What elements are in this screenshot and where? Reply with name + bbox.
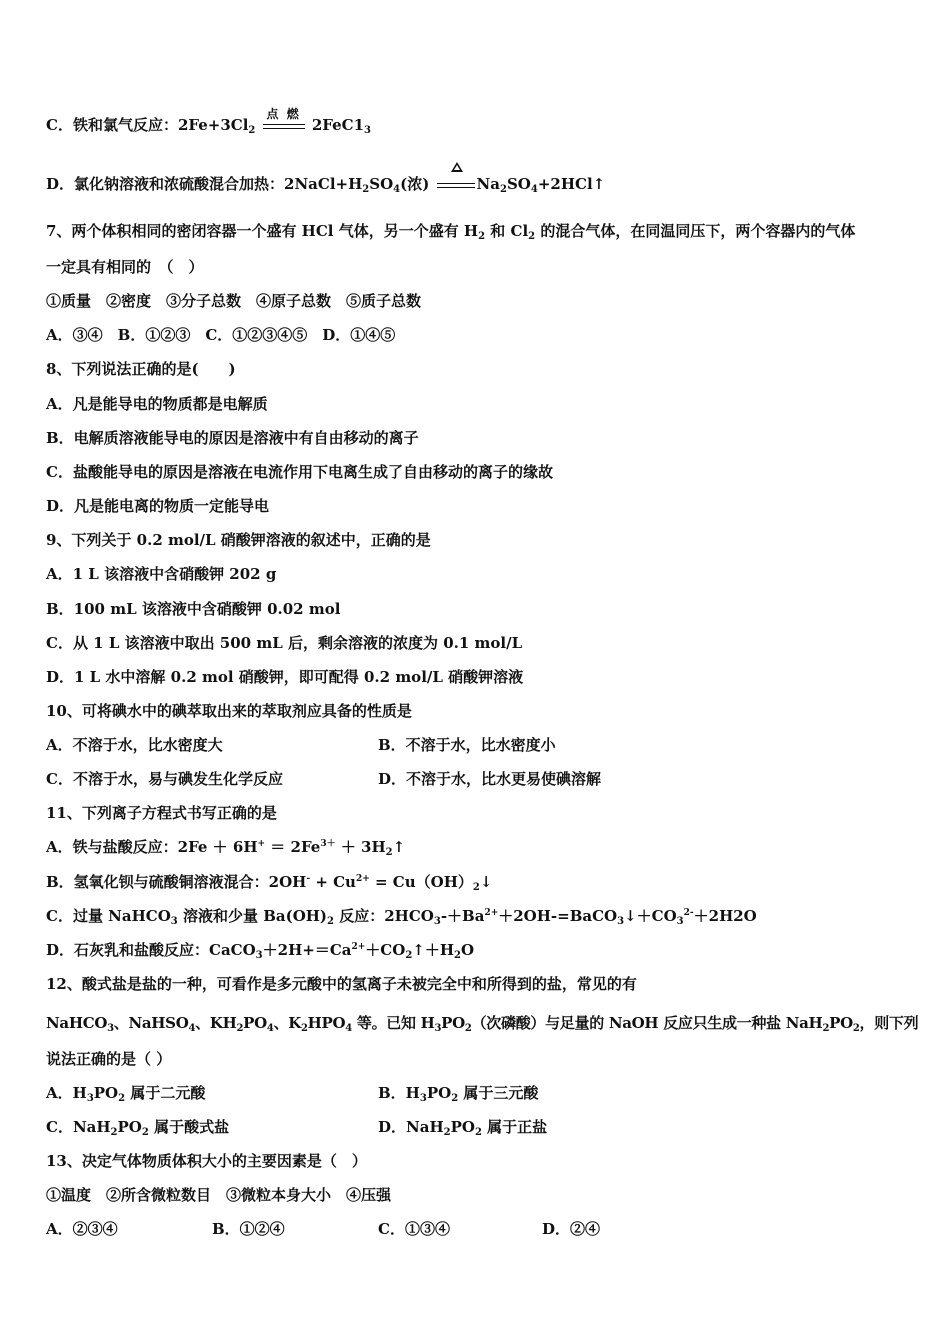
question-8-option-b: B．电解质溶液能导电的原因是溶液中有自由移动的离子 (46, 429, 419, 447)
question-12-options-ab (46, 1083, 539, 1104)
question-11-stem: 11、下列离子方程式书写正确的是 (46, 804, 277, 822)
question-7-options: A．③④ B．①②③ C．①②③④⑤ D．①④⑤ (46, 326, 396, 344)
question-11-option-b: B．氢氧化钡与硫酸铜溶液混合：$2OH^- + Cu^{2+}$ = $Cu(OH)_2↓$ (46, 873, 493, 893)
question-8-option-a: A．凡是能导电的物质都是电解质 (46, 395, 268, 413)
question-11-option-a: A．铁与盐酸反应：$2Fe + 6H^+ = 2Fe^{3+}$ ＋ $3H_2↑$ (46, 838, 406, 858)
question-13-option-d: D．②④ (542, 1220, 601, 1238)
question-10-options-ab (46, 735, 556, 755)
question-10-option-c: C．不溶于水，易与碘发生化学反应 (46, 770, 283, 788)
question-8-option-c: C．盐酸能导电的原因是溶液在电流作用下电离生成了自由移动的离子的缘故 (46, 463, 553, 481)
question-10-option-d: D．不溶于水，比水更易使碘溶解 (378, 770, 602, 788)
question-13-option-c: C．①③④ (378, 1220, 450, 1238)
heat-triangle-sign (437, 175, 475, 195)
question-12-stem: 12、酸式盐是盐的一种，可看作是多元酸中的氢离子未被完全中和所得到的盐，常见的有 (46, 975, 637, 993)
question-7-stem: 7、两个体积相同的密闭容器一个盛有 HCl 气体，另一个盛有 $H_2$ 和 $Cl_2$ 的混合气体，在同温同压下，两个容器内的气体 (46, 222, 856, 242)
question-11-option-d: D．石灰乳和盐酸反应：$CaCO_3+2H+=Ca^{2+}+CO_2↑+H_2O$ (46, 941, 475, 961)
question-12-option-b: B．$H_3PO_2$ 属于三元酸 (378, 1084, 539, 1104)
question-9-stem: 9、下列关于 0.2 mol/L 硝酸钾溶液的叙述中，正确的是 (46, 531, 431, 549)
question-12-options-cd (46, 1117, 548, 1138)
question-9-option-a: A．1 L 该溶液中含硝酸钾 202 g (46, 565, 277, 583)
question-10-options-cd (46, 769, 602, 789)
option-c-iron-chlorine: C．铁和氯气反应：$2Fe+3Cl_2$ 点 燃 $2FeC1_3$ (46, 107, 371, 136)
question-10-option-b: B．不溶于水，比水密度小 (378, 736, 556, 754)
question-13-options (46, 1219, 601, 1239)
question-7-items: ①质量 ②密度 ③分子总数 ④原子总数 ⑤质子总数 (46, 292, 422, 310)
ignite-condition-sign: 点 燃 (263, 116, 305, 136)
question-7-stem-cont: 一定具有相同的 （ ） (46, 258, 204, 276)
question-13-option-b: B．①②④ (212, 1220, 285, 1238)
question-13-items: ①温度 ②所含微粒数目 ③微粒本身大小 ④压强 (46, 1186, 392, 1204)
question-10-option-a: A．不溶于水，比水密度大 (46, 736, 223, 754)
question-11-option-c: C．过量 NaHCO$_3$ 溶液和少量 $Ba(OH)_2$ 反应：$2HCO_3-+Ba^{2+}+2OH-=BaCO_3↓+CO_3^{2-}+2H2O$ (46, 907, 757, 927)
question-12-stem-end: 说法正确的是（ ） (46, 1050, 172, 1068)
question-8-stem: 8、下列说法正确的是( ) (46, 360, 236, 378)
question-12-option-c: C．$NaH_2PO_2$ 属于酸式盐 (46, 1118, 230, 1138)
question-9-option-d: D．1 L 水中溶解 0.2 mol 硝酸钾，即可配得 0.2 mol/L 硝酸钾溶液 (46, 668, 524, 686)
question-13-option-a: A．②③④ (46, 1220, 118, 1238)
question-10-stem: 10、可将碘水中的碘萃取出来的萃取剂应具备的性质是 (46, 702, 412, 720)
option-d-nacl-h2so4: D．氯化钠溶液和浓硫酸混合加热：$2NaCl+H_2SO_4$(浓) $Na_2SO_4+2HCl↑$ (46, 174, 605, 195)
question-12-option-a: A．$H_3PO_2$ 属于二元酸 (46, 1084, 206, 1104)
question-9-option-c: C．从 1 L 该溶液中取出 500 mL 后，剩余溶液的浓度为 0.1 mol/L (46, 634, 523, 652)
question-13-stem: 13、决定气体物质体积大小的主要因素是（ ） (46, 1152, 367, 1170)
question-8-option-d: D．凡是能电离的物质一定能导电 (46, 497, 270, 515)
question-12-stem-cont: NaHCO$_3$、NaHSO$_4$、$KH_2PO_4$、$K_2HPO_4$ 等。已知 $H_3PO_2$（次磷酸）与足量的 NaOH 反应只生成一种盐 $NaH_2PO_2$，则下列 (46, 1014, 919, 1034)
question-12-option-d: D．$NaH_2PO_2$ 属于正盐 (378, 1118, 548, 1138)
question-9-option-b: B．100 mL 该溶液中含硝酸钾 0.02 mol (46, 600, 341, 618)
